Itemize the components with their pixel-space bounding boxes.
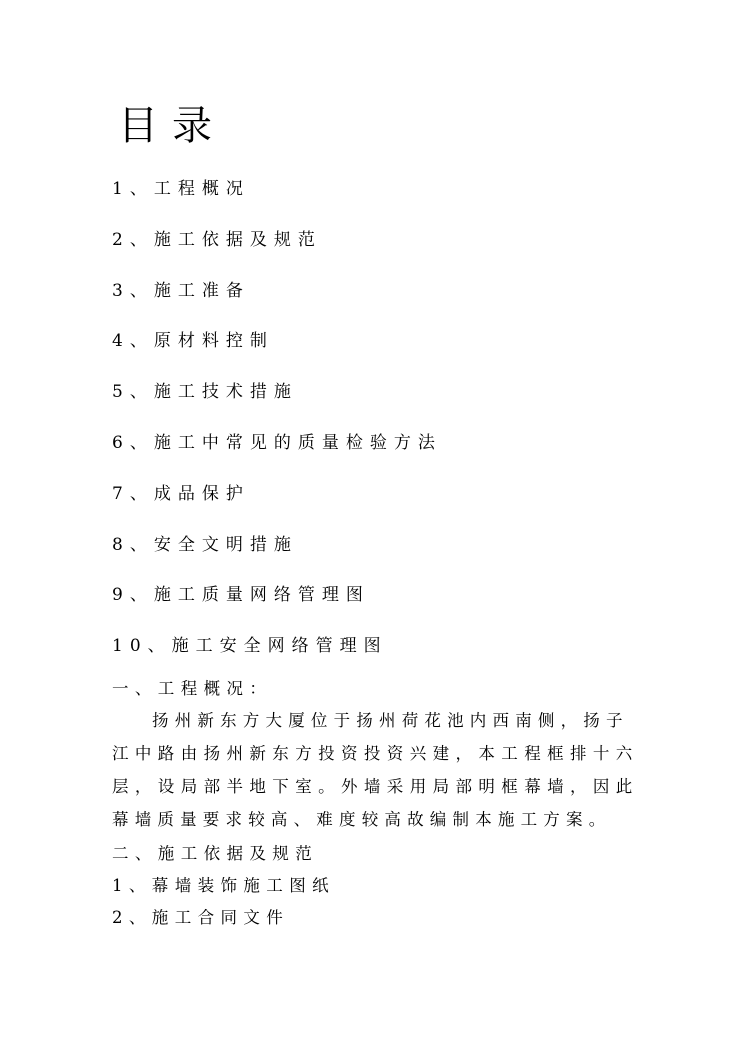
toc-item-8: 8、安全文明措施 [112, 535, 298, 555]
paragraph-line: 层，设局部半地下室。外墙采用局部明框幕墙，因此 [112, 777, 639, 796]
paragraph-line: 扬州新东方大厦位于扬州荷花池内西南侧，扬子 [152, 711, 629, 730]
list-item: 2、施工合同文件 [112, 908, 290, 927]
section-heading-overview: 一、工程概况： [112, 679, 273, 698]
toc-item-2: 2、施工依据及规范 [112, 230, 322, 250]
toc-item-7: 7、成品保护 [112, 484, 250, 504]
toc-item-10: 10、施工安全网络管理图 [112, 636, 388, 656]
toc-item-3: 3、施工准备 [112, 281, 250, 301]
section-heading-basis: 二、施工依据及规范 [112, 844, 319, 863]
toc-item-1: 1、工程概况 [112, 179, 250, 199]
toc-item-4: 4、原材料控制 [112, 331, 274, 351]
paragraph-line: 幕墙质量要求较高、难度较高故编制本施工方案。 [112, 810, 612, 829]
toc-item-9: 9、施工质量网络管理图 [112, 585, 370, 605]
list-item: 1、幕墙装饰施工图纸 [112, 876, 335, 895]
document-title: 目录 [118, 103, 226, 149]
toc-item-5: 5、施工技术措施 [112, 382, 298, 402]
toc-item-6: 6、施工中常见的质量检验方法 [112, 433, 442, 453]
paragraph-line: 江中路由扬州新东方投资投资兴建，本工程框排十六 [112, 744, 639, 763]
